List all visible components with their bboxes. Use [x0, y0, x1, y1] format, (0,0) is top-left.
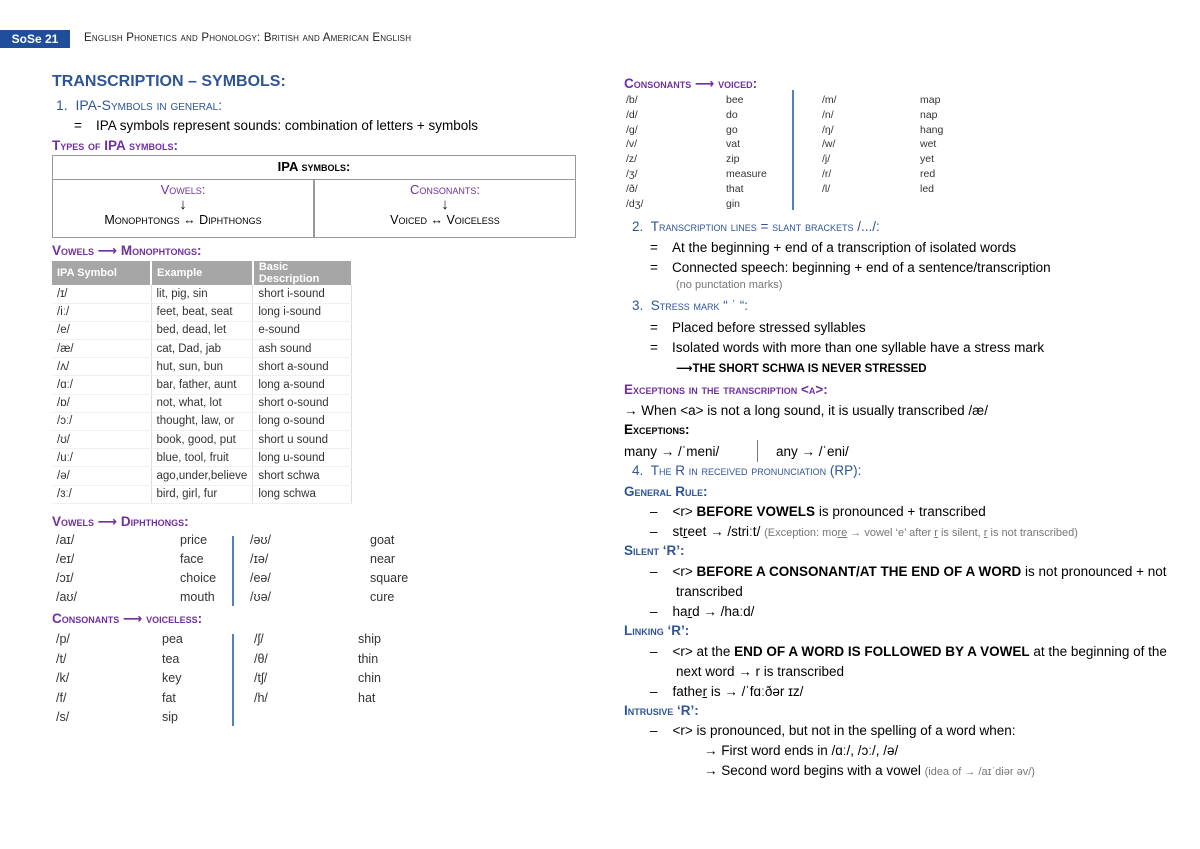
ipa-symbol: /f/: [56, 690, 67, 705]
table-cell: cat, Dad, jab: [151, 340, 253, 358]
table-cell: long u-sound: [253, 449, 352, 467]
section-2-heading: 2. Transcription lines = slant brackets /.../:: [632, 219, 880, 234]
silent-r-2: – hard → /haːd/: [650, 604, 755, 619]
schwa-note: ⟶THE SHORT SCHWA IS NEVER STRESSED: [676, 363, 927, 375]
section-1-heading: 1. IPA-Symbols in general:: [56, 97, 223, 113]
general-rule-title: General Rule:: [624, 484, 708, 499]
ipa-symbol: /ŋ/: [822, 123, 834, 136]
exceptions-a-line: → When <a> is not a long sound, it is usually transcribed /æ/: [624, 403, 988, 418]
example-word: measure: [726, 168, 767, 180]
table-cell: /ɔː/: [52, 412, 151, 430]
ipa-symbol: /ʊə/: [250, 590, 272, 604]
linking-r-1-cont: next word → r is transcribed: [676, 664, 845, 679]
example-word: square: [370, 571, 409, 585]
document-header-title: English Phonetics and Phonology: British and American English: [84, 32, 412, 44]
section-1-bullet: = IPA symbols represent sounds: combination of letters + symbols: [74, 118, 479, 133]
ipa-symbol: /ɔɪ/: [56, 571, 74, 585]
table-cell: long o-sound: [253, 412, 352, 430]
example-word: thin: [358, 651, 379, 666]
section-2-note: (no punctation marks): [676, 279, 783, 291]
table-cell: ash sound: [253, 340, 352, 358]
ipa-symbol: /r/: [822, 168, 832, 180]
example-word: face: [180, 552, 204, 566]
example-word: tea: [162, 651, 180, 666]
table-cell: /ɒ/: [52, 394, 151, 412]
table-cell: feet, beat, seat: [151, 303, 253, 321]
table-cell: short schwa: [253, 467, 352, 485]
table-cell: bar, father, aunt: [151, 376, 253, 394]
ipa-symbol: /j/: [822, 153, 831, 166]
example-word: hang: [920, 123, 944, 136]
example-word: yet: [920, 153, 935, 166]
ipa-types-table: [52, 155, 576, 238]
example-word: key: [162, 671, 182, 685]
table-cell: /ʊ/: [52, 431, 151, 449]
table-cell: short i-sound: [253, 285, 352, 303]
voiceless-title: Consonants ⟶ voiceless:: [52, 611, 203, 626]
ipa-symbol: /eɪ/: [56, 552, 75, 566]
table-row: [52, 467, 352, 485]
ipa-symbol: /k/: [56, 671, 70, 685]
monophthongs-title: Vowels ⟶ Monophtongs:: [52, 243, 202, 258]
intrusive-r-1: – <r> is pronounced, but not in the spelling of a word when:: [650, 723, 1016, 738]
example-word: wet: [920, 138, 937, 151]
table-row: [52, 485, 352, 503]
ipa-symbol: /ʒ/: [626, 168, 638, 180]
ipa-symbol: /v/: [626, 138, 638, 151]
section-3-bullet-1: = Placed before stressed syllables: [650, 320, 866, 335]
table-cell: lit, pig, sin: [151, 285, 253, 303]
section-2-bullet-1: = At the beginning + end of a transcription of isolated words: [650, 240, 1017, 255]
ipa-symbol: /eə/: [250, 571, 271, 585]
table-cell: ago,under,believe: [151, 467, 253, 485]
ipa-symbol: /aʊ/: [56, 590, 78, 604]
example-word: zip: [726, 153, 740, 166]
example-word: vat: [726, 138, 741, 151]
semester-badge: SoSe 21: [0, 30, 70, 48]
ipa-symbol: /b/: [626, 94, 638, 106]
exception-any: any → /ˈeni/: [776, 444, 849, 459]
table-cell: book, good, put: [151, 431, 253, 449]
diphthongs-title: Vowels ⟶ Diphthongs:: [52, 514, 189, 529]
table-cell: bed, dead, let: [151, 321, 253, 339]
general-rule-1: – <r> BEFORE VOWELS is pronounced + transcribed: [650, 504, 986, 519]
linking-r-title: Linking ‘R’:: [624, 623, 690, 638]
example-word: goat: [370, 533, 395, 547]
example-word: do: [726, 108, 738, 121]
example-word: chin: [358, 671, 381, 685]
ipa-symbol: /ð/: [626, 182, 638, 195]
example-word: sip: [162, 710, 178, 724]
table-cell: /ʌ/: [52, 358, 151, 376]
table-cell: /iː/: [52, 303, 151, 321]
general-rule-2: – street → /striːt/ (Exception: more → vowel ‘e’ after r is silent, r is not transcribed): [650, 524, 1078, 539]
linking-r-2: – father is → /ˈfɑːðər ɪz/: [650, 684, 804, 699]
section-3-heading: 3. Stress mark “ ˈ “:: [632, 298, 749, 313]
table-row: [52, 340, 352, 358]
table-cell: /ɜː/: [52, 485, 151, 503]
table-row: [52, 303, 352, 321]
table-row: [52, 376, 352, 394]
ipa-symbol: /d/: [626, 108, 638, 121]
table-cell: long schwa: [253, 485, 352, 503]
ipa-symbol: /ʃ/: [254, 632, 264, 646]
section-4-heading: 4. The R in received pronunciation (RP):: [632, 463, 862, 478]
example-word: mouth: [180, 590, 215, 604]
ipa-symbol: /h/: [254, 690, 268, 705]
example-word: pea: [162, 632, 183, 646]
example-word: led: [920, 182, 935, 195]
table-cell: /ɪ/: [52, 285, 151, 303]
column-header: Example: [151, 261, 253, 285]
intrusive-r-3: → Second word begins with a vowel (idea of → /aɪˈdiər əv/): [704, 763, 1035, 778]
silent-r-title: Silent ‘R’:: [624, 543, 685, 558]
table-row: [52, 394, 352, 412]
voiced-title: Consonants ⟶ voiced:: [624, 76, 758, 91]
ipa-symbol: /m/: [822, 94, 837, 106]
ipa-symbol: /w/: [822, 138, 836, 151]
table-cell: hut, sun, bun: [151, 358, 253, 376]
table-row: [52, 449, 352, 467]
example-word: price: [180, 533, 208, 547]
table-cell: /e/: [52, 321, 151, 339]
column-header: IPA Symbol: [52, 261, 151, 285]
table-row: [52, 412, 352, 430]
table-cell: short u sound: [253, 431, 352, 449]
exception-many: many → /ˈmeni/: [624, 444, 720, 459]
example-word: hat: [358, 690, 376, 705]
table-cell: /æ/: [52, 340, 151, 358]
table-cell: /ə/: [52, 467, 151, 485]
table-cell: blue, tool, fruit: [151, 449, 253, 467]
example-word: fat: [162, 690, 176, 705]
table-cell: /uː/: [52, 449, 151, 467]
silent-r-1: – <r> BEFORE A CONSONANT/AT THE END OF A WORD is not pronounced + not: [650, 564, 1167, 579]
ipa-symbol: /g/: [626, 123, 638, 136]
ipa-symbol: /dʒ/: [626, 197, 644, 210]
table-cell: /ɑː/: [52, 376, 151, 394]
ipa-symbol: /n/: [822, 108, 834, 121]
intrusive-r-title: Intrusive ‘R’:: [624, 703, 699, 718]
table-cell: long i-sound: [253, 303, 352, 321]
ipa-table-header: IPA symbols:: [53, 156, 575, 180]
ipa-symbol: /əʊ/: [250, 533, 272, 547]
section-3-bullet-2: = Isolated words with more than one syllable have a stress mark: [650, 340, 1045, 355]
example-word: red: [920, 168, 936, 180]
table-cell: thought, law, or: [151, 412, 253, 430]
table-row: [52, 285, 352, 303]
example-word: gin: [726, 197, 741, 210]
ipa-symbol: /z/: [626, 153, 638, 166]
table-cell: bird, girl, fur: [151, 485, 253, 503]
ipa-symbol: /θ/: [254, 651, 268, 666]
column-header: Basic Description: [253, 261, 352, 285]
example-word: bee: [726, 94, 744, 106]
exceptions-title: Exceptions:: [624, 422, 690, 437]
example-word: nap: [920, 108, 938, 121]
table-cell: short o-sound: [253, 394, 352, 412]
table-cell: e-sound: [253, 321, 352, 339]
page-title: TRANSCRIPTION – SYMBOLS:: [52, 73, 286, 90]
example-word: that: [726, 182, 744, 195]
ipa-symbol: /l/: [822, 182, 831, 195]
example-word: near: [370, 552, 396, 566]
exceptions-a-title: Exceptions in the transcription <a>:: [624, 382, 828, 397]
table-row: [52, 321, 352, 339]
ipa-symbol: /t/: [56, 651, 67, 666]
ipa-symbol: /s/: [56, 710, 70, 724]
ipa-symbol: /p/: [56, 632, 70, 646]
consonants-cell: Consonants: ↓ Voiced ↔ Voiceless: [390, 182, 500, 227]
example-word: choice: [180, 571, 217, 585]
vowels-cell: Vowels: ↓ Monophtongs ↔ Diphthongs: [104, 182, 262, 227]
linking-r-1: – <r> at the END OF A WORD IS FOLLOWED BY A VOWEL at the beginning of the: [650, 644, 1167, 659]
ipa-symbol: /ɪə/: [250, 552, 269, 566]
table-cell: not, what, lot: [151, 394, 253, 412]
ipa-symbol: /tʃ/: [254, 671, 268, 685]
table-row: [52, 431, 352, 449]
silent-r-1-cont: transcribed: [676, 584, 743, 599]
table-cell: short a-sound: [253, 358, 352, 376]
example-word: cure: [370, 590, 395, 604]
monophthongs-table: [52, 261, 353, 504]
table-cell: long a-sound: [253, 376, 352, 394]
example-word: ship: [358, 632, 381, 646]
ipa-symbol: /aɪ/: [56, 533, 75, 547]
intrusive-r-2: → First word ends in /ɑː/, /ɔː/, /ə/: [704, 743, 899, 758]
types-title: Types of IPA symbols:: [52, 138, 179, 153]
example-word: go: [726, 123, 738, 136]
example-word: map: [920, 94, 941, 106]
section-2-bullet-2: = Connected speech: beginning + end of a sentence/transcription: [650, 260, 1051, 275]
table-row: [52, 358, 352, 376]
